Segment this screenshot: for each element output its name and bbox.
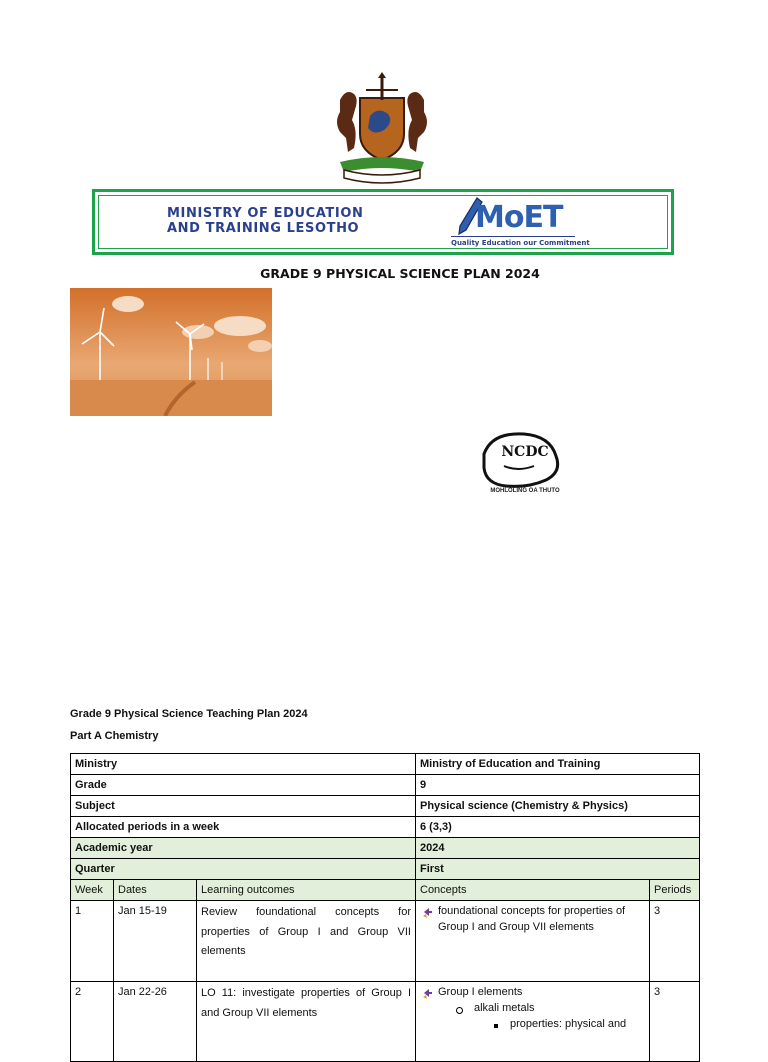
concept-subitem [420, 1000, 645, 1016]
part-heading: Part A Chemistry [70, 730, 159, 742]
outcome-cell: LO 11: investigate properties of Group I and Group VII elements [197, 982, 416, 1062]
column-header-row [71, 880, 700, 901]
column-header-week: Week [71, 880, 114, 901]
concept-subsubitem [420, 1016, 645, 1032]
square-bullet-icon [494, 1024, 498, 1028]
table-row [71, 901, 700, 982]
info-value: Ministry of Education and Training [416, 754, 700, 775]
plan-title: GRADE 9 PHYSICAL SCIENCE PLAN 2024 [260, 266, 540, 281]
document-heading: Grade 9 Physical Science Teaching Plan 2024 [70, 708, 308, 720]
week-cell: 2 [71, 982, 114, 1062]
info-label: Grade [71, 775, 416, 796]
outcome-cell: Review foundational concepts for properties of Group I and Group VII elements [197, 901, 416, 982]
info-value: 2024 [416, 838, 700, 859]
wind-turbines-photo [70, 288, 272, 416]
concept-subsubtext: properties: physical and [510, 1018, 627, 1030]
concept-text: Group I elements [438, 986, 523, 998]
ncdc-emblem [470, 428, 580, 488]
info-label: Quarter [71, 859, 416, 880]
concepts-cell [416, 982, 650, 1062]
info-row [71, 859, 700, 880]
info-value: Physical science (Chemistry & Physics) [416, 796, 700, 817]
concept-item [420, 984, 645, 1000]
concepts-cell [416, 901, 650, 982]
info-value: First [416, 859, 700, 880]
info-value: 6 (3,3) [416, 817, 700, 838]
column-header-periods: Periods [650, 880, 700, 901]
concept-item [420, 903, 645, 935]
moet-divider [451, 236, 575, 237]
teaching-plan-table [70, 753, 700, 1062]
periods-cell: 3 [650, 982, 700, 1062]
moet-tagline: Quality Education our Commitment [451, 239, 590, 247]
dates-cell: Jan 22-26 [114, 982, 197, 1062]
concept-subtext: alkali metals [474, 1002, 535, 1014]
dates-cell: Jan 15-19 [114, 901, 197, 982]
periods-cell: 3 [650, 901, 700, 982]
banner-line-1: MINISTRY OF EDUCATION [167, 206, 364, 221]
banner-line-2: AND TRAINING LESOTHO [167, 221, 360, 236]
column-header-dates: Dates [114, 880, 197, 901]
circle-bullet-icon [456, 1007, 463, 1014]
moet-logo-text: MoET [475, 200, 563, 235]
column-header-learning-outcomes: Learning outcomes [197, 880, 416, 901]
info-row [71, 754, 700, 775]
info-label: Academic year [71, 838, 416, 859]
ncdc-caption: MOHLOLING OA THUTO [490, 488, 560, 494]
lesotho-coat-of-arms-logo [330, 70, 434, 186]
info-row [71, 775, 700, 796]
ncdc-text: NCDC [501, 444, 549, 460]
column-header-concepts: Concepts [416, 880, 650, 901]
info-row [71, 838, 700, 859]
info-label: Allocated periods in a week [71, 817, 416, 838]
ncdc-logo [470, 428, 580, 498]
info-row [71, 796, 700, 817]
ministry-banner [92, 189, 674, 255]
info-value: 9 [416, 775, 700, 796]
concept-text: foundational concepts for properties of Group I and Group VII elements [438, 905, 626, 933]
info-label: Subject [71, 796, 416, 817]
week-cell: 1 [71, 901, 114, 982]
arrow-bullet-icon [422, 903, 432, 921]
table-row [71, 982, 700, 1062]
info-row [71, 817, 700, 838]
info-label: Ministry [71, 754, 416, 775]
